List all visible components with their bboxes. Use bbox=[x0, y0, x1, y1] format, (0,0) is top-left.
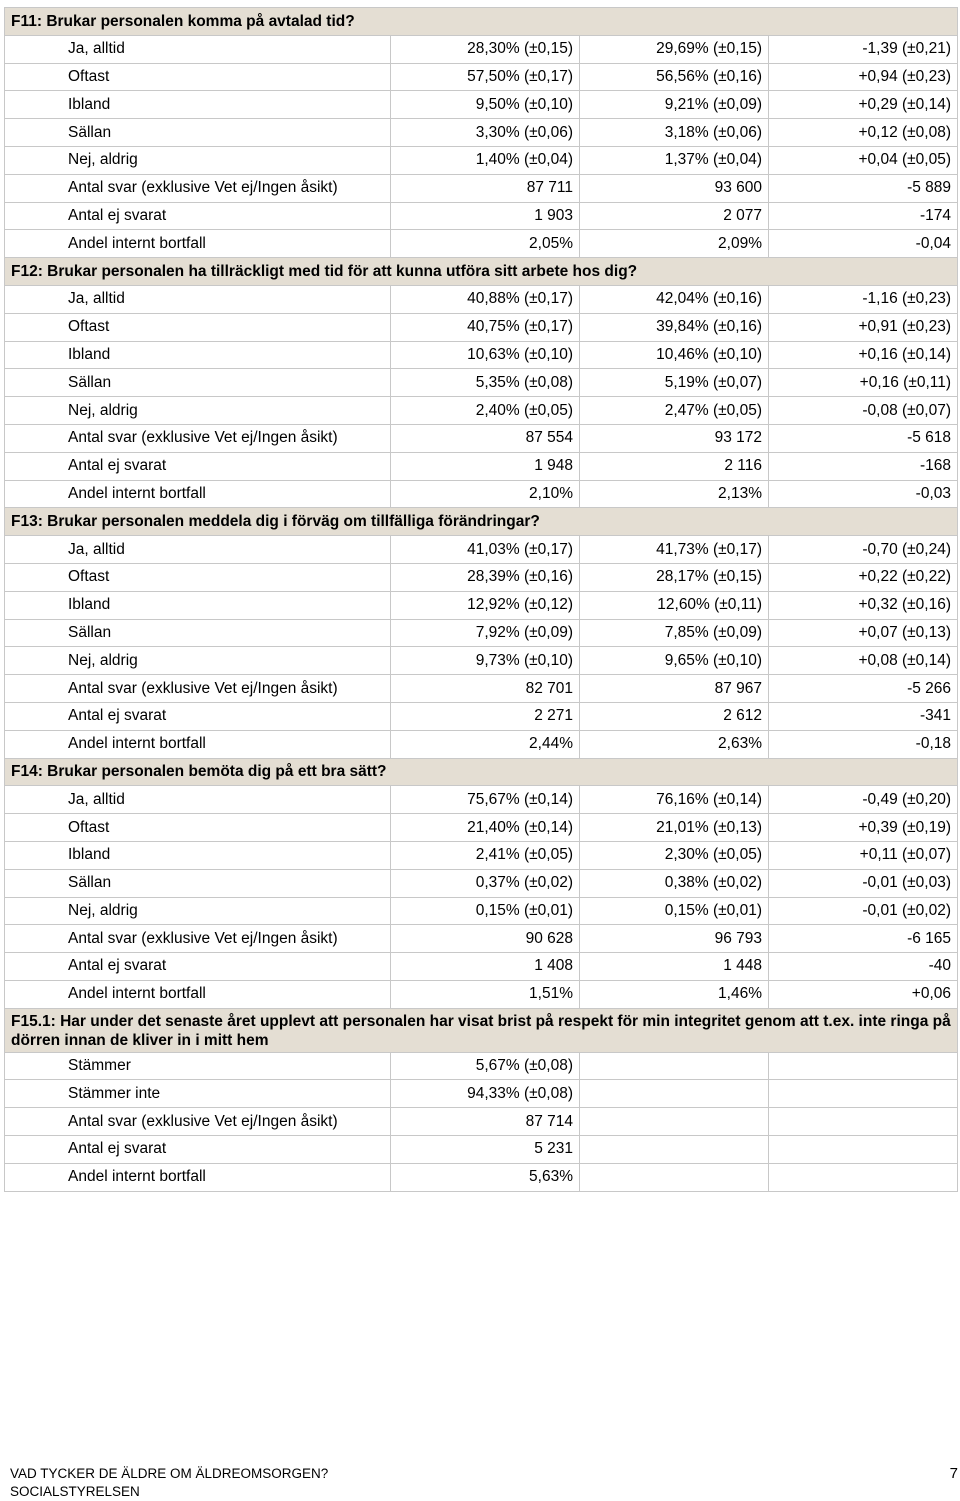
table-row bbox=[5, 313, 958, 341]
table-row bbox=[5, 35, 958, 63]
row-label: Sällan bbox=[5, 869, 391, 897]
value-cell-2: 7,85% (±0,09) bbox=[580, 619, 769, 647]
value-cell-1: 40,75% (±0,17) bbox=[391, 313, 580, 341]
value-cell-2: 2,09% bbox=[580, 230, 769, 258]
table-row bbox=[5, 869, 958, 897]
value-cell-3 bbox=[769, 1136, 958, 1164]
table-row bbox=[5, 619, 958, 647]
value-cell-1: 2,40% (±0,05) bbox=[391, 397, 580, 425]
survey-tables bbox=[4, 7, 957, 1192]
value-cell-1: 94,33% (±0,08) bbox=[391, 1080, 580, 1108]
table-row bbox=[5, 452, 958, 480]
row-label: Ja, alltid bbox=[5, 786, 391, 814]
table-row bbox=[5, 63, 958, 91]
value-cell-1: 5,35% (±0,08) bbox=[391, 369, 580, 397]
row-label: Ibland bbox=[5, 591, 391, 619]
row-label: Andel internt bortfall bbox=[5, 980, 391, 1008]
table-row bbox=[5, 897, 958, 925]
value-cell-2: 2 612 bbox=[580, 702, 769, 730]
table-row bbox=[5, 563, 958, 591]
value-cell-1: 1 903 bbox=[391, 202, 580, 230]
table-row bbox=[5, 730, 958, 758]
value-cell-3: -0,18 bbox=[769, 730, 958, 758]
value-cell-2 bbox=[580, 1163, 769, 1191]
table-row bbox=[5, 397, 958, 425]
value-cell-1: 2,05% bbox=[391, 230, 580, 258]
value-cell-3: -0,08 (±0,07) bbox=[769, 397, 958, 425]
row-label: Oftast bbox=[5, 814, 391, 842]
value-cell-1: 7,92% (±0,09) bbox=[391, 619, 580, 647]
row-label: Nej, aldrig bbox=[5, 146, 391, 174]
value-cell-2: 96 793 bbox=[580, 925, 769, 953]
row-label: Ja, alltid bbox=[5, 285, 391, 313]
value-cell-2: 2 116 bbox=[580, 452, 769, 480]
value-cell-3: +0,22 (±0,22) bbox=[769, 563, 958, 591]
row-label: Ibland bbox=[5, 341, 391, 369]
table-row bbox=[5, 786, 958, 814]
row-label: Andel internt bortfall bbox=[5, 480, 391, 508]
value-cell-2: 56,56% (±0,16) bbox=[580, 63, 769, 91]
value-cell-1: 1 948 bbox=[391, 452, 580, 480]
value-cell-2: 10,46% (±0,10) bbox=[580, 341, 769, 369]
row-label: Andel internt bortfall bbox=[5, 730, 391, 758]
table-row bbox=[5, 341, 958, 369]
table-row bbox=[5, 146, 958, 174]
value-cell-2: 41,73% (±0,17) bbox=[580, 536, 769, 564]
value-cell-2: 2,63% bbox=[580, 730, 769, 758]
value-cell-3: +0,04 (±0,05) bbox=[769, 146, 958, 174]
value-cell-3: +0,16 (±0,14) bbox=[769, 341, 958, 369]
table-row bbox=[5, 675, 958, 703]
row-label: Ja, alltid bbox=[5, 35, 391, 63]
row-label: Ibland bbox=[5, 841, 391, 869]
row-label: Antal ej svarat bbox=[5, 1136, 391, 1164]
value-cell-2: 2,47% (±0,05) bbox=[580, 397, 769, 425]
value-cell-3: -1,16 (±0,23) bbox=[769, 285, 958, 313]
question-row bbox=[5, 258, 958, 286]
row-label: Andel internt bortfall bbox=[5, 230, 391, 258]
value-cell-2: 2,13% bbox=[580, 480, 769, 508]
table-row bbox=[5, 285, 958, 313]
value-cell-3: -5 266 bbox=[769, 675, 958, 703]
value-cell-2: 1 448 bbox=[580, 953, 769, 981]
value-cell-2: 3,18% (±0,06) bbox=[580, 119, 769, 147]
table-row bbox=[5, 174, 958, 202]
row-label: Nej, aldrig bbox=[5, 397, 391, 425]
value-cell-2: 0,38% (±0,02) bbox=[580, 869, 769, 897]
row-label: Antal svar (exklusive Vet ej/Ingen åsikt) bbox=[5, 675, 391, 703]
table-row bbox=[5, 91, 958, 119]
value-cell-3: +0,32 (±0,16) bbox=[769, 591, 958, 619]
table-row bbox=[5, 480, 958, 508]
question-row bbox=[5, 508, 958, 536]
value-cell-2: 0,15% (±0,01) bbox=[580, 897, 769, 925]
value-cell-1: 57,50% (±0,17) bbox=[391, 63, 580, 91]
value-cell-3: +0,08 (±0,14) bbox=[769, 647, 958, 675]
value-cell-3: -0,70 (±0,24) bbox=[769, 536, 958, 564]
value-cell-3: -0,01 (±0,02) bbox=[769, 897, 958, 925]
question-row bbox=[5, 8, 958, 36]
value-cell-1: 2,44% bbox=[391, 730, 580, 758]
question-heading: F13: Brukar personalen meddela dig i förväg om tillfälliga förändringar? bbox=[5, 508, 958, 536]
value-cell-2: 39,84% (±0,16) bbox=[580, 313, 769, 341]
value-cell-3 bbox=[769, 1163, 958, 1191]
table-row bbox=[5, 591, 958, 619]
value-cell-1: 41,03% (±0,17) bbox=[391, 536, 580, 564]
table-row bbox=[5, 1080, 958, 1108]
value-cell-2 bbox=[580, 1136, 769, 1164]
question-heading: F11: Brukar personalen komma på avtalad tid? bbox=[5, 8, 958, 36]
value-cell-2 bbox=[580, 1108, 769, 1136]
value-cell-1: 1,40% (±0,04) bbox=[391, 146, 580, 174]
question-row bbox=[5, 758, 958, 786]
value-cell-3: +0,06 bbox=[769, 980, 958, 1008]
value-cell-3: +0,11 (±0,07) bbox=[769, 841, 958, 869]
value-cell-1: 5 231 bbox=[391, 1136, 580, 1164]
row-label: Stämmer inte bbox=[5, 1080, 391, 1108]
row-label: Oftast bbox=[5, 313, 391, 341]
value-cell-1: 28,39% (±0,16) bbox=[391, 563, 580, 591]
question-row bbox=[5, 1008, 958, 1052]
table-row bbox=[5, 841, 958, 869]
value-cell-3 bbox=[769, 1108, 958, 1136]
row-label: Antal ej svarat bbox=[5, 953, 391, 981]
question-heading: F12: Brukar personalen ha tillräckligt med tid för att kunna utföra sitt arbete hos dig? bbox=[5, 258, 958, 286]
row-label: Antal svar (exklusive Vet ej/Ingen åsikt) bbox=[5, 1108, 391, 1136]
value-cell-2: 87 967 bbox=[580, 675, 769, 703]
value-cell-3: -0,03 bbox=[769, 480, 958, 508]
value-cell-3: -1,39 (±0,21) bbox=[769, 35, 958, 63]
row-label: Stämmer bbox=[5, 1052, 391, 1080]
value-cell-3: -0,04 bbox=[769, 230, 958, 258]
row-label: Oftast bbox=[5, 563, 391, 591]
row-label: Andel internt bortfall bbox=[5, 1163, 391, 1191]
page-number: 7 bbox=[949, 1465, 958, 1482]
value-cell-1: 28,30% (±0,15) bbox=[391, 35, 580, 63]
value-cell-2 bbox=[580, 1052, 769, 1080]
table-row bbox=[5, 647, 958, 675]
value-cell-1: 2 271 bbox=[391, 702, 580, 730]
value-cell-1: 10,63% (±0,10) bbox=[391, 341, 580, 369]
value-cell-2: 93 172 bbox=[580, 424, 769, 452]
row-label: Antal svar (exklusive Vet ej/Ingen åsikt) bbox=[5, 925, 391, 953]
row-label: Nej, aldrig bbox=[5, 897, 391, 925]
value-cell-2: 9,65% (±0,10) bbox=[580, 647, 769, 675]
table-row bbox=[5, 814, 958, 842]
value-cell-2: 5,19% (±0,07) bbox=[580, 369, 769, 397]
table-row bbox=[5, 536, 958, 564]
value-cell-1: 1 408 bbox=[391, 953, 580, 981]
question-heading: F14: Brukar personalen bemöta dig på ett bra sätt? bbox=[5, 758, 958, 786]
value-cell-2: 21,01% (±0,13) bbox=[580, 814, 769, 842]
value-cell-1: 5,63% bbox=[391, 1163, 580, 1191]
value-cell-1: 5,67% (±0,08) bbox=[391, 1052, 580, 1080]
row-label: Sällan bbox=[5, 369, 391, 397]
value-cell-2: 12,60% (±0,11) bbox=[580, 591, 769, 619]
table-row bbox=[5, 119, 958, 147]
value-cell-1: 1,51% bbox=[391, 980, 580, 1008]
table-row bbox=[5, 424, 958, 452]
row-label: Antal ej svarat bbox=[5, 702, 391, 730]
value-cell-3: -0,49 (±0,20) bbox=[769, 786, 958, 814]
value-cell-1: 3,30% (±0,06) bbox=[391, 119, 580, 147]
value-cell-1: 40,88% (±0,17) bbox=[391, 285, 580, 313]
value-cell-1: 2,41% (±0,05) bbox=[391, 841, 580, 869]
footer-publisher: SOCIALSTYRELSEN bbox=[10, 1484, 140, 1499]
value-cell-2 bbox=[580, 1080, 769, 1108]
table-row bbox=[5, 925, 958, 953]
value-cell-3: +0,16 (±0,11) bbox=[769, 369, 958, 397]
table-row bbox=[5, 702, 958, 730]
value-cell-2: 93 600 bbox=[580, 174, 769, 202]
row-label: Ibland bbox=[5, 91, 391, 119]
value-cell-3 bbox=[769, 1080, 958, 1108]
table-row bbox=[5, 953, 958, 981]
value-cell-3: -40 bbox=[769, 953, 958, 981]
value-cell-3: +0,12 (±0,08) bbox=[769, 119, 958, 147]
table-row bbox=[5, 1052, 958, 1080]
row-label: Oftast bbox=[5, 63, 391, 91]
table-row bbox=[5, 369, 958, 397]
table-row bbox=[5, 1163, 958, 1191]
value-cell-2: 1,37% (±0,04) bbox=[580, 146, 769, 174]
value-cell-2: 2,30% (±0,05) bbox=[580, 841, 769, 869]
value-cell-2: 1,46% bbox=[580, 980, 769, 1008]
value-cell-3: +0,91 (±0,23) bbox=[769, 313, 958, 341]
value-cell-3: -174 bbox=[769, 202, 958, 230]
page-footer bbox=[10, 1465, 958, 1501]
value-cell-2: 29,69% (±0,15) bbox=[580, 35, 769, 63]
value-cell-3: -0,01 (±0,03) bbox=[769, 869, 958, 897]
survey-table bbox=[4, 7, 958, 1192]
footer-report-title: VAD TYCKER DE ÄLDRE OM ÄLDREOMSORGEN? bbox=[10, 1466, 329, 1481]
value-cell-3: -5 618 bbox=[769, 424, 958, 452]
row-label: Antal ej svarat bbox=[5, 202, 391, 230]
row-label: Ja, alltid bbox=[5, 536, 391, 564]
table-row bbox=[5, 202, 958, 230]
question-heading: F15.1: Har under det senaste året upplevt att personalen har visat brist på respekt för min integritet genom att t.ex. inte ringa på dörren innan de kliver in i mitt hem bbox=[5, 1008, 958, 1052]
row-label: Antal ej svarat bbox=[5, 452, 391, 480]
value-cell-1: 87 714 bbox=[391, 1108, 580, 1136]
row-label: Sällan bbox=[5, 119, 391, 147]
value-cell-3: -6 165 bbox=[769, 925, 958, 953]
value-cell-1: 90 628 bbox=[391, 925, 580, 953]
value-cell-1: 75,67% (±0,14) bbox=[391, 786, 580, 814]
value-cell-3: -168 bbox=[769, 452, 958, 480]
value-cell-3: +0,94 (±0,23) bbox=[769, 63, 958, 91]
value-cell-1: 82 701 bbox=[391, 675, 580, 703]
value-cell-2: 2 077 bbox=[580, 202, 769, 230]
value-cell-3: +0,07 (±0,13) bbox=[769, 619, 958, 647]
value-cell-3: -341 bbox=[769, 702, 958, 730]
value-cell-1: 9,50% (±0,10) bbox=[391, 91, 580, 119]
value-cell-3: +0,39 (±0,19) bbox=[769, 814, 958, 842]
value-cell-1: 2,10% bbox=[391, 480, 580, 508]
value-cell-1: 87 554 bbox=[391, 424, 580, 452]
row-label: Antal svar (exklusive Vet ej/Ingen åsikt) bbox=[5, 174, 391, 202]
table-row bbox=[5, 1108, 958, 1136]
value-cell-2: 42,04% (±0,16) bbox=[580, 285, 769, 313]
value-cell-3: +0,29 (±0,14) bbox=[769, 91, 958, 119]
table-row bbox=[5, 230, 958, 258]
table-row bbox=[5, 980, 958, 1008]
value-cell-2: 76,16% (±0,14) bbox=[580, 786, 769, 814]
row-label: Antal svar (exklusive Vet ej/Ingen åsikt) bbox=[5, 424, 391, 452]
row-label: Nej, aldrig bbox=[5, 647, 391, 675]
value-cell-2: 9,21% (±0,09) bbox=[580, 91, 769, 119]
value-cell-1: 21,40% (±0,14) bbox=[391, 814, 580, 842]
value-cell-1: 0,37% (±0,02) bbox=[391, 869, 580, 897]
row-label: Sällan bbox=[5, 619, 391, 647]
value-cell-1: 12,92% (±0,12) bbox=[391, 591, 580, 619]
value-cell-1: 9,73% (±0,10) bbox=[391, 647, 580, 675]
value-cell-1: 0,15% (±0,01) bbox=[391, 897, 580, 925]
value-cell-2: 28,17% (±0,15) bbox=[580, 563, 769, 591]
table-row bbox=[5, 1136, 958, 1164]
value-cell-3: -5 889 bbox=[769, 174, 958, 202]
value-cell-1: 87 711 bbox=[391, 174, 580, 202]
value-cell-3 bbox=[769, 1052, 958, 1080]
